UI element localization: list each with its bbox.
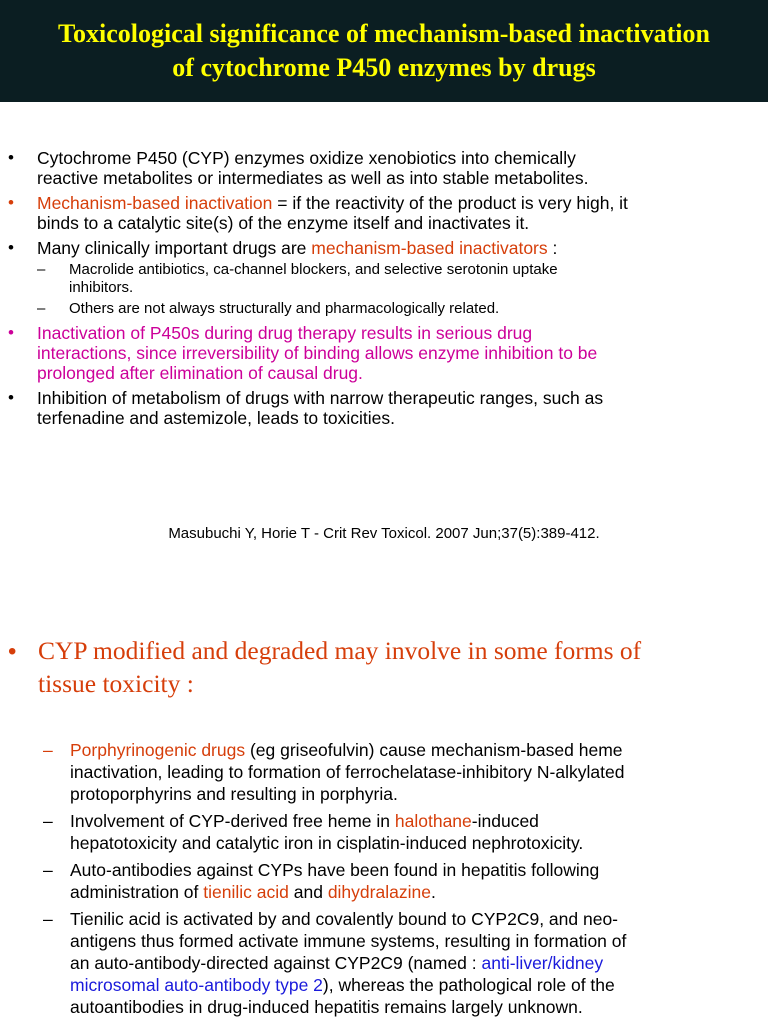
dash-item: – Porphyrinogenic drugs (eg griseofulvin) cause mechanism-based heme inactivation, leading to formation of ferrochelatase-inhibitory N-alkylated protoporphyrins and resulting in porphyria. <box>43 740 625 804</box>
highlight-term: dihydralazine <box>327 882 431 902</box>
dash-item: – Involvement of CYP-derived free heme in halothane-induced hepatotoxicity and catalytic iron in cisplatin-induced nephrotoxicity. <box>43 811 584 853</box>
citation: Masubuchi Y, Horie T - Crit Rev Toxicol. 2007 Jun;37(5):389-412. <box>168 525 600 542</box>
bullet-text: Inhibition of metabolism of drugs with narrow therapeutic ranges, such as terfenadine and astemizole, leads to toxicities. <box>37 388 604 428</box>
dash-list <box>0 739 768 1018</box>
dash-icon: – <box>37 261 46 278</box>
bullet-dot-icon: • <box>8 238 14 257</box>
highlight-term: halothane <box>394 811 472 831</box>
dash-icon: – <box>43 811 53 831</box>
bullet-text: Inactivation of P450s during drug therapy results in serious drug interactions, since irreversibility of binding allows enzyme inhibition to be prolonged after elimination of causal drug. <box>37 323 598 383</box>
section-heading: • CYP modified and degraded may involve in some forms of tissue toxicity : <box>8 636 642 698</box>
dash-icon: – <box>43 909 53 929</box>
bullet-dot-icon: • <box>8 323 14 342</box>
bullet-item <box>0 388 768 428</box>
highlight-term: Porphyrinogenic drugs <box>70 740 246 760</box>
title-bar <box>0 0 768 102</box>
bullet-dot-icon: • <box>8 638 17 665</box>
dash-item: – Tienilic acid is activated by and covalently bound to CYP2C9, and neo- antigens thus formed activate immune systems, resulting in formation of an auto-antibody-directed against CYP2C9 (named : anti-liver/kidney microsomal auto-antibody type 2), whereas the pathological role of the autoantibodies in drug-induced hepatitis remains largely unknown. <box>43 909 627 1017</box>
bullet-item <box>0 148 768 188</box>
highlight-term: tienilic acid <box>203 882 289 902</box>
bullet-text: Mechanism-based inactivation = if the reactivity of the product is very high, it binds to a catalytic site(s) of the enzyme itself and inactivates it. <box>37 193 628 233</box>
highlight-term: microsomal auto-antibody type 2 <box>70 975 323 995</box>
bullet-dot-icon: • <box>8 193 14 212</box>
bullet-item <box>0 193 768 233</box>
title-line-2: of cytochrome P450 enzymes by drugs <box>172 53 596 82</box>
title-line-1: Toxicological significance of mechanism-based inactivation <box>58 19 710 48</box>
bullet-item <box>0 238 768 318</box>
sub-item: – Macrolide antibiotics, ca-channel blockers, and selective serotonin uptake inhibitors. <box>37 261 558 296</box>
sub-item: – Others are not always structurally and pharmacologically related. <box>37 300 500 317</box>
highlight-term: Mechanism-based inactivation <box>37 193 273 213</box>
dash-icon: – <box>43 740 53 760</box>
dash-icon: – <box>37 300 46 317</box>
bullet-dot-icon: • <box>8 148 14 167</box>
dash-icon: – <box>43 860 53 880</box>
dash-item: – Auto-antibodies against CYPs have been found in hepatitis following administration of tienilic acid and dihydralazine. <box>43 860 600 902</box>
bullet-text: Many clinically important drugs are mechanism-based inactivators : <box>37 238 558 258</box>
highlight-term: anti-liver/kidney <box>481 953 604 973</box>
bullet-item <box>0 323 768 383</box>
highlight-term: mechanism-based inactivators <box>311 238 548 258</box>
bullet-list <box>0 148 768 428</box>
bullet-dot-icon: • <box>8 388 14 407</box>
bullet-text: Cytochrome P450 (CYP) enzymes oxidize xenobiotics into chemically reactive metabolites or intermediates as well as into stable metabolites. <box>37 148 589 188</box>
